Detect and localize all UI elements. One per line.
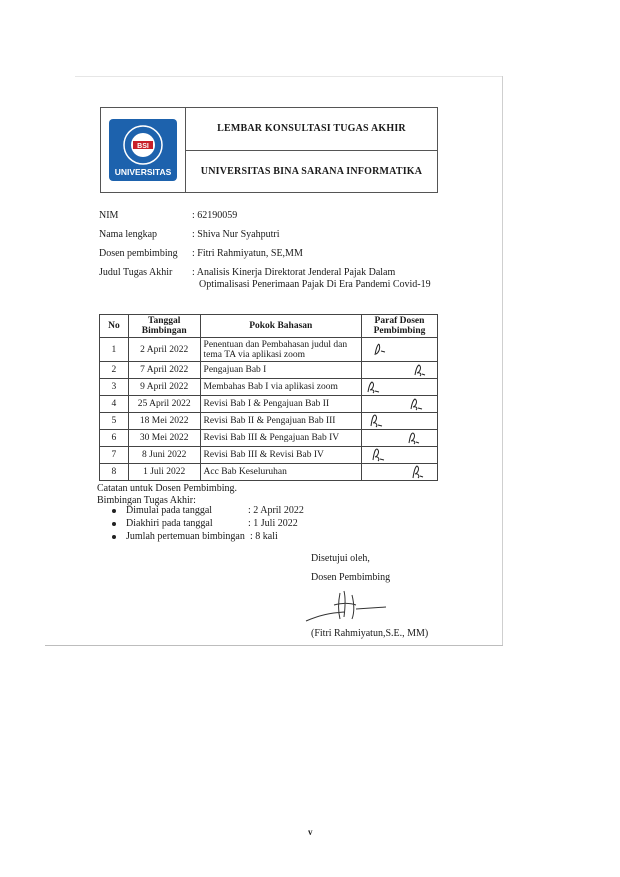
row-no: 7 xyxy=(100,447,129,464)
row-no: 8 xyxy=(100,464,129,481)
row-no: 6 xyxy=(100,430,129,447)
row-date: 25 April 2022 xyxy=(128,396,200,413)
header-date xyxy=(128,315,200,338)
list-item-label: Diakhiri pada tanggal xyxy=(126,518,213,529)
thesis-title-label: Judul Tugas Akhir xyxy=(99,267,173,278)
row-date: 18 Mei 2022 xyxy=(128,413,200,430)
row-date: 7 April 2022 xyxy=(128,362,200,379)
consultation-table xyxy=(99,314,438,481)
row-signature xyxy=(361,447,437,464)
row-topic: Revisi Bab I & Pengajuan Bab II xyxy=(200,396,361,413)
table-header-row xyxy=(100,315,438,338)
row-no: 3 xyxy=(100,379,129,396)
header-sign-line2: Pembimbing xyxy=(373,326,426,336)
signature-mark xyxy=(365,397,434,411)
signature-mark xyxy=(365,380,434,394)
notes-line1: Catatan untuk Dosen Pembimbing. xyxy=(97,483,237,494)
signature-mark xyxy=(365,465,434,479)
thesis-title-value-2: Optimalisasi Penerimaan Pajak Di Era Pandemi Covid-19 xyxy=(199,279,431,290)
row-topic-line2: tema TA via aplikasi zoom xyxy=(203,349,305,360)
row-no: 4 xyxy=(100,396,129,413)
row-date: 8 Juni 2022 xyxy=(128,447,200,464)
row-signature xyxy=(361,464,437,481)
row-no: 5 xyxy=(100,413,129,430)
row-date: 9 April 2022 xyxy=(128,379,200,396)
scan-edge-bottom xyxy=(45,645,503,646)
list-item-value: : 1 Juli 2022 xyxy=(248,518,298,529)
row-topic: Revisi Bab III & Revisi Bab IV xyxy=(200,447,361,464)
row-date: 30 Mei 2022 xyxy=(128,430,200,447)
header-date-line1: Tanggal xyxy=(148,316,181,326)
signature-mark xyxy=(365,448,434,462)
row-no: 1 xyxy=(100,338,129,362)
table-row xyxy=(100,379,438,396)
table-row xyxy=(100,447,438,464)
approved-by: Disetujui oleh, xyxy=(311,553,370,564)
nim-value: : 62190059 xyxy=(192,210,238,221)
header-sign-line1: Paraf Dosen xyxy=(374,316,425,326)
row-signature xyxy=(361,362,437,379)
document-title: LEMBAR KONSULTASI TUGAS AKHIR xyxy=(217,123,406,135)
bullet-icon xyxy=(112,535,116,539)
bullet-icon xyxy=(112,509,116,513)
table-row xyxy=(100,338,438,362)
row-signature xyxy=(361,396,437,413)
approver-role: Dosen Pembimbing xyxy=(311,572,391,583)
bsi-emblem-icon xyxy=(109,119,177,181)
thesis-title-value-1: : Analisis Kinerja Direktorat Jenderal Pajak Dalam xyxy=(192,267,396,278)
row-no: 2 xyxy=(100,362,129,379)
lecturer-signature xyxy=(300,585,400,625)
header-topic: Pokok Bahasan xyxy=(200,315,361,338)
university-logo xyxy=(109,119,177,181)
name-label: Nama lengkap xyxy=(99,229,158,240)
scan-edge-right xyxy=(502,76,503,646)
list-item-value: : 2 April 2022 xyxy=(248,505,304,516)
nim-label: NIM xyxy=(99,210,119,221)
row-topic: Revisi Bab II & Pengajuan Bab III xyxy=(200,413,361,430)
university-name: UNIVERSITAS BINA SARANA INFORMATIKA xyxy=(186,150,437,193)
row-signature xyxy=(361,338,437,362)
row-date: 1 Juli 2022 xyxy=(128,464,200,481)
header-date-line2: Bimbingan xyxy=(141,326,187,336)
table-row xyxy=(100,396,438,413)
scan-edge-top xyxy=(75,76,503,77)
row-signature xyxy=(361,413,437,430)
notes-line2: Bimbingan Tugas Akhir: xyxy=(97,495,196,506)
logo-cell xyxy=(101,108,186,192)
signature-mark xyxy=(365,340,434,360)
list-item-label: Jumlah pertemuan bimbingan xyxy=(126,531,245,542)
notes-block xyxy=(97,483,237,507)
logo-university-text: UNIVERSITAS xyxy=(114,167,172,177)
table-row xyxy=(100,413,438,430)
signer-name: (Fitri Rahmiyatun,S.E., MM) xyxy=(311,628,429,639)
row-signature xyxy=(361,430,437,447)
row-topic xyxy=(200,338,361,362)
table-row xyxy=(100,362,438,379)
footer-mark: v xyxy=(308,827,313,837)
list-item-value: : 8 kali xyxy=(250,531,278,542)
table-row xyxy=(100,464,438,481)
table-row xyxy=(100,430,438,447)
row-topic: Membahas Bab I via aplikasi zoom xyxy=(200,379,361,396)
signature-mark xyxy=(365,363,434,377)
row-date: 2 April 2022 xyxy=(128,338,200,362)
header-no: No xyxy=(100,315,129,338)
row-topic: Pengajuan Bab I xyxy=(200,362,361,379)
signature-mark xyxy=(365,414,434,428)
row-topic: Revisi Bab III & Pengajuan Bab IV xyxy=(200,430,361,447)
document-header xyxy=(100,107,438,193)
signature-mark xyxy=(365,431,434,445)
row-signature xyxy=(361,379,437,396)
row-topic-line1: Penentuan dan Pembahasan judul dan xyxy=(203,339,348,350)
list-item-label: Dimulai pada tanggal xyxy=(126,505,213,516)
lecturer-value: : Fitri Rahmiyatun, SE,MM xyxy=(192,248,303,259)
row-topic: Acc Bab Keseluruhan xyxy=(200,464,361,481)
name-value: : Shiva Nur Syahputri xyxy=(192,229,280,240)
bullet-icon xyxy=(112,522,116,526)
logo-mark-text: BSI xyxy=(137,143,149,150)
header-signature xyxy=(361,315,437,338)
lecturer-label: Dosen pembimbing xyxy=(99,248,178,259)
